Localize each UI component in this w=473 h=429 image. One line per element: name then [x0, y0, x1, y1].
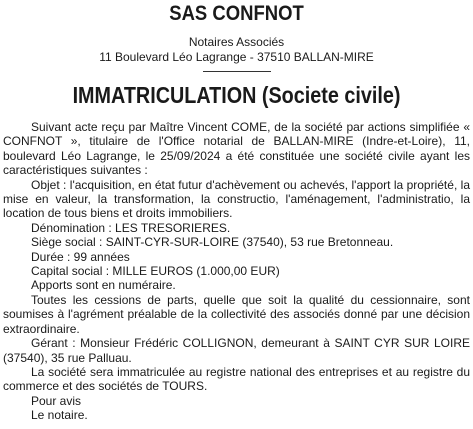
notice-body	[3, 120, 470, 423]
paragraph-registration: La société sera immatriculée au registre national des entreprises et au registre du commerce et des sociétés de TOURS.	[3, 364, 470, 394]
notice-headline: IMMATRICULATION (Societe civile)	[72, 82, 401, 108]
paragraph-signature: Le notaire.	[31, 408, 88, 423]
paragraph-object: Objet : l'acquisition, en état futur d'achèvement ou achevés, l'apport la propriété, la mise en valeur, la transformation, la constructio, l'aménagement, l'administratio, la location de tous biens et droits immobiliers.	[3, 177, 470, 221]
paragraph-duration: Durée : 99 années	[31, 249, 130, 264]
paragraph-capital: Capital social : MILLE EUROS (1.000,00 EUR)	[31, 264, 280, 279]
paragraph-contributions: Apports sont en numéraire.	[31, 278, 176, 293]
paragraph-share-transfers: Toutes les cessions de parts, quelle que soit la qualité du cessionnaire, sont soumises à l'agrément préalable de la collectivité des associés donné par une décision extraordinaire.	[3, 292, 470, 336]
paragraph-registered-office: Siège social : SAINT-CYR-SUR-LOIRE (37540), 53 rue Bretonneau.	[31, 235, 394, 250]
paragraph-pour-avis: Pour avis	[31, 393, 82, 408]
notice-header	[3, 2, 470, 108]
office-subtitle: Notaires Associés	[188, 35, 285, 49]
paragraph-manager: Gérant : Monsieur Frédéric COLLIGNON, demeurant à SAINT CYR SUR LOIRE (37540), 35 rue Palluau.	[3, 336, 470, 365]
office-name: SAS CONFNOT	[169, 2, 304, 25]
paragraph-denomination: Dénomination : LES TRESORIERES.	[31, 220, 231, 235]
divider-rule	[203, 71, 271, 72]
paragraph-preamble: Suivant acte reçu par Maître Vincent COME, de la société par actions simplifiée « CONFNOT », titulaire de l'Office notarial de BALLAN-MIRE (Indre-et-Loire), 11, boulevard Léo Lagrange, le 25/09/2024 a été constituée une société civile ayant les caractéristiques suivantes :	[3, 120, 470, 178]
office-address: 11 Boulevard Léo Lagrange - 37510 BALLAN-MIRE	[99, 50, 374, 64]
